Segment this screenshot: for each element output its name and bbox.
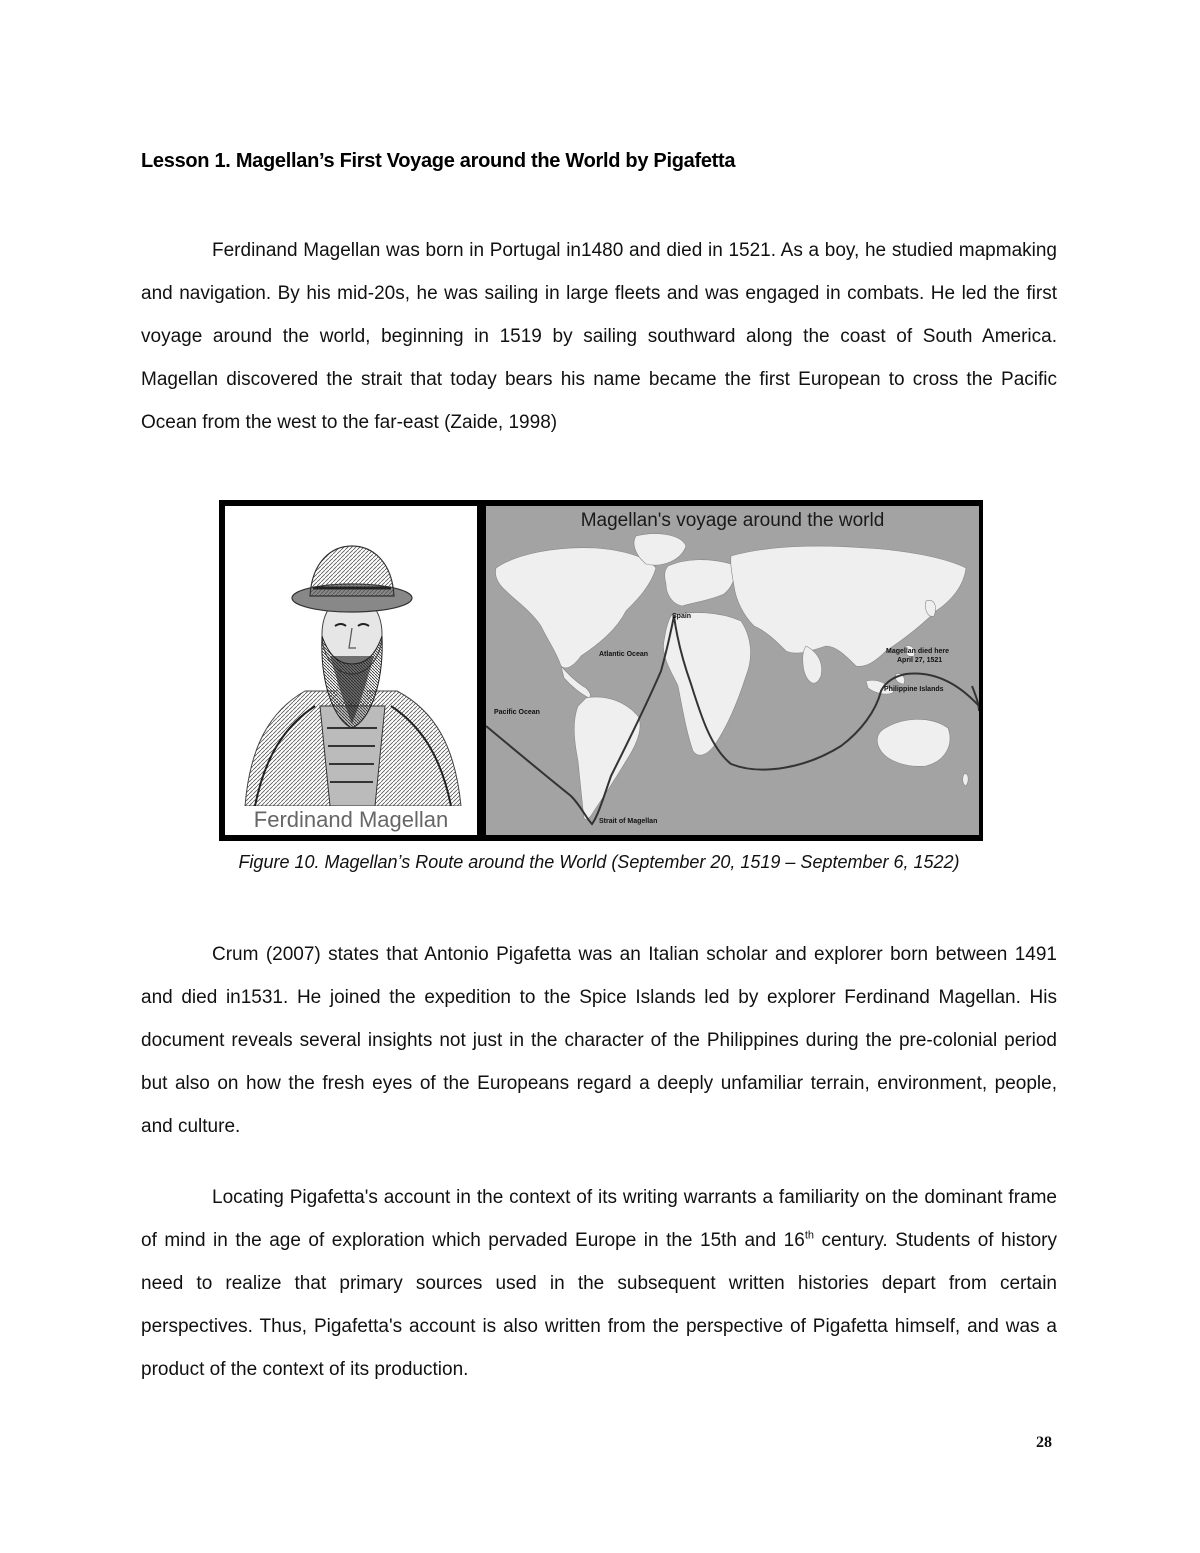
lesson-heading: Lesson 1. Magellan’s First Voyage around the World by Pigafetta (141, 150, 736, 172)
page-number: 28 (1036, 1434, 1052, 1451)
label-pacific-ocean: Pacific Ocean (494, 709, 540, 716)
paragraph-magellan-bio: Ferdinand Magellan was born in Portugal in1480 and died in 1521. As a boy, he studied mapmaking and navigation. By his mid-20s, he was sailing in large fleets and was engaged in combats. He led the first voyage around the world, beginning in 1519 by sailing southward along the coast of South America. Magellan discovered the strait that today bears his name became the first European to cross the Pacific Ocean from the west to the far-east (Zaide, 1998) (141, 240, 1057, 433)
superscript-th: th (804, 1229, 815, 1242)
paragraph-text-part2: century. Students of history need to realize that primary sources used in the subsequent written histories depart from certain perspectives. Thus, Pigafetta's account is also written from the perspective of Pigafetta himself, and was a product of the context of its production. (141, 1230, 1057, 1380)
paragraph-pigafetta-bio: Crum (2007) states that Antonio Pigafetta was an Italian scholar and explorer born between 1491 and died in1531. He joined the expedition to the Spice Islands led by explorer Ferdinand Magellan. His document reveals several insights not just in the character of the Philippines during the pre-colonial period but also on how the fresh eyes of the Europeans regard a deeply unfamiliar terrain, environment, people, and culture. (141, 944, 1057, 1137)
voyage-map (486, 506, 979, 835)
paragraph-pigafetta-context (141, 1176, 1057, 1391)
world-map-image (486, 506, 979, 835)
map-title: Magellan's voyage around the world (580, 510, 885, 531)
figure-magellan-route (219, 500, 983, 841)
magellan-portrait (225, 506, 477, 835)
figure-caption: Figure 10. Magellan’s Route around the World (September 20, 1519 – September 6, 1522) (238, 852, 960, 872)
label-philippine-islands: Philippine Islands (884, 686, 944, 693)
portrait-label: Ferdinand Magellan (253, 807, 449, 832)
label-died-date: April 27, 1521 (897, 657, 943, 664)
label-magellan-died: Magellan died here (886, 648, 950, 655)
label-spain: Spain (672, 613, 692, 620)
portrait-engraving-image (225, 506, 477, 806)
label-strait-of-magellan: Strait of Magellan (599, 818, 658, 825)
label-atlantic-ocean: Atlantic Ocean (599, 651, 649, 658)
paragraph-text-part1: Locating Pigafetta's account in the context of its writing warrants a familiarity on the dominant frame of mind in the age of exploration which pervaded Europe in the 15th and 16 (141, 1187, 1057, 1251)
